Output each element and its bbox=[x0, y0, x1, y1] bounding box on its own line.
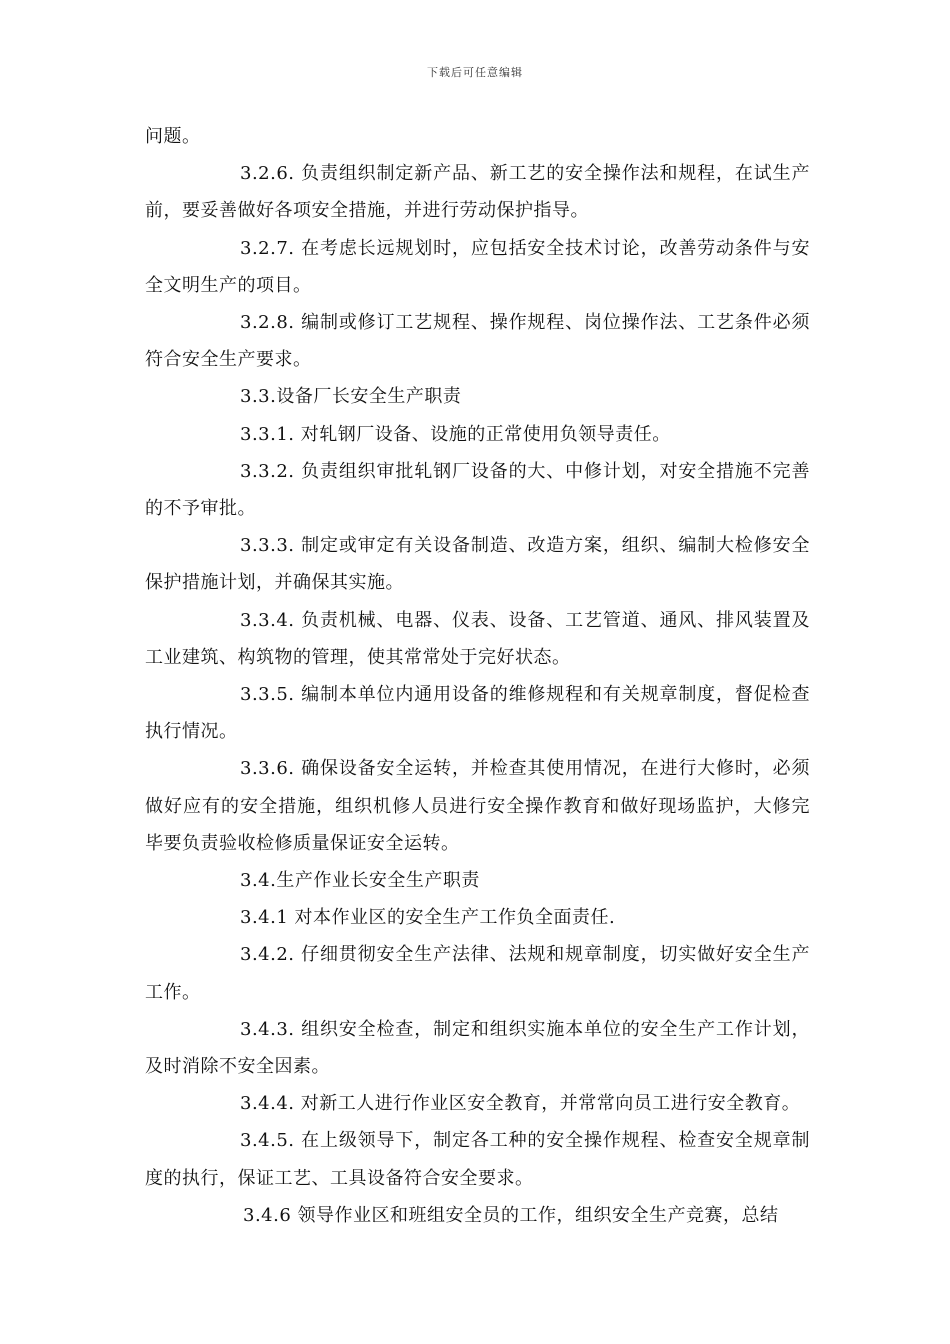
paragraph: 3.4.1 对本作业区的安全生产工作负全面责任. bbox=[240, 907, 616, 929]
paragraph: 问题。 bbox=[145, 126, 201, 147]
paragraph: 3.2.6. 负责组织制定新产品、新工艺的安全操作法和规程，在试生产前，要妥善做好各项安全措施，并进行劳动保护指导。 bbox=[145, 163, 810, 222]
page-header: 下载后可任意编辑 bbox=[427, 66, 523, 79]
paragraph: 3.2.8. 编制或修订工艺规程、操作规程、岗位操作法、工艺条件必须符合安全生产要求。 bbox=[145, 312, 810, 371]
paragraph: 3.4.2. 仔细贯彻安全生产法律、法规和规章制度，切实做好安全生产工作。 bbox=[145, 944, 810, 1003]
document-body bbox=[145, 118, 810, 1234]
paragraph: 3.3.6. 确保设备安全运转，并检查其使用情况，在进行大修时，必须做好应有的安全措施，组织机修人员进行安全操作教育和做好现场监护，大修完毕要负责验收检修质量保证安全运转。 bbox=[145, 758, 810, 854]
paragraph: 3.3.1. 对轧钢厂设备、设施的正常使用负领导责任。 bbox=[240, 423, 671, 445]
section-heading: 3.3.设备厂长安全生产职责 bbox=[240, 386, 462, 408]
paragraph: 3.4.3. 组织安全检查，制定和组织实施本单位的安全生产工作计划，及时消除不安全因素。 bbox=[145, 1018, 810, 1078]
paragraph: 3.4.6 领导作业区和班组安全员的工作，组织安全生产竞赛，总结 bbox=[243, 1204, 779, 1226]
paragraph: 3.2.7. 在考虑长远规划时，应包括安全技术讨论，改善劳动条件与安全文明生产的项目。 bbox=[145, 237, 810, 296]
paragraph: 3.4.4. 对新工人进行作业区安全教育，并常常向员工进行安全教育。 bbox=[240, 1093, 801, 1115]
paragraph: 3.3.2. 负责组织审批轧钢厂设备的大、中修计划，对安全措施不完善的不予审批。 bbox=[145, 460, 810, 520]
paragraph: 3.3.4. 负责机械、电器、仪表、设备、工艺管道、通风、排风装置及工业建筑、构筑物的管理，使其常常处于完好状态。 bbox=[145, 609, 810, 668]
paragraph: 3.3.3. 制定或审定有关设备制造、改造方案，组织、编制大检修安全保护措施计划，并确保其实施。 bbox=[145, 535, 810, 594]
paragraph: 3.4.5. 在上级领导下，制定各工种的安全操作规程、检查安全规章制度的执行，保证工艺、工具设备符合安全要求。 bbox=[145, 1130, 810, 1189]
section-heading: 3.4.生产作业长安全生产职责 bbox=[240, 870, 480, 892]
paragraph: 3.3.5. 编制本单位内通用设备的维修规程和有关规章制度，督促检查执行情况。 bbox=[145, 684, 810, 743]
